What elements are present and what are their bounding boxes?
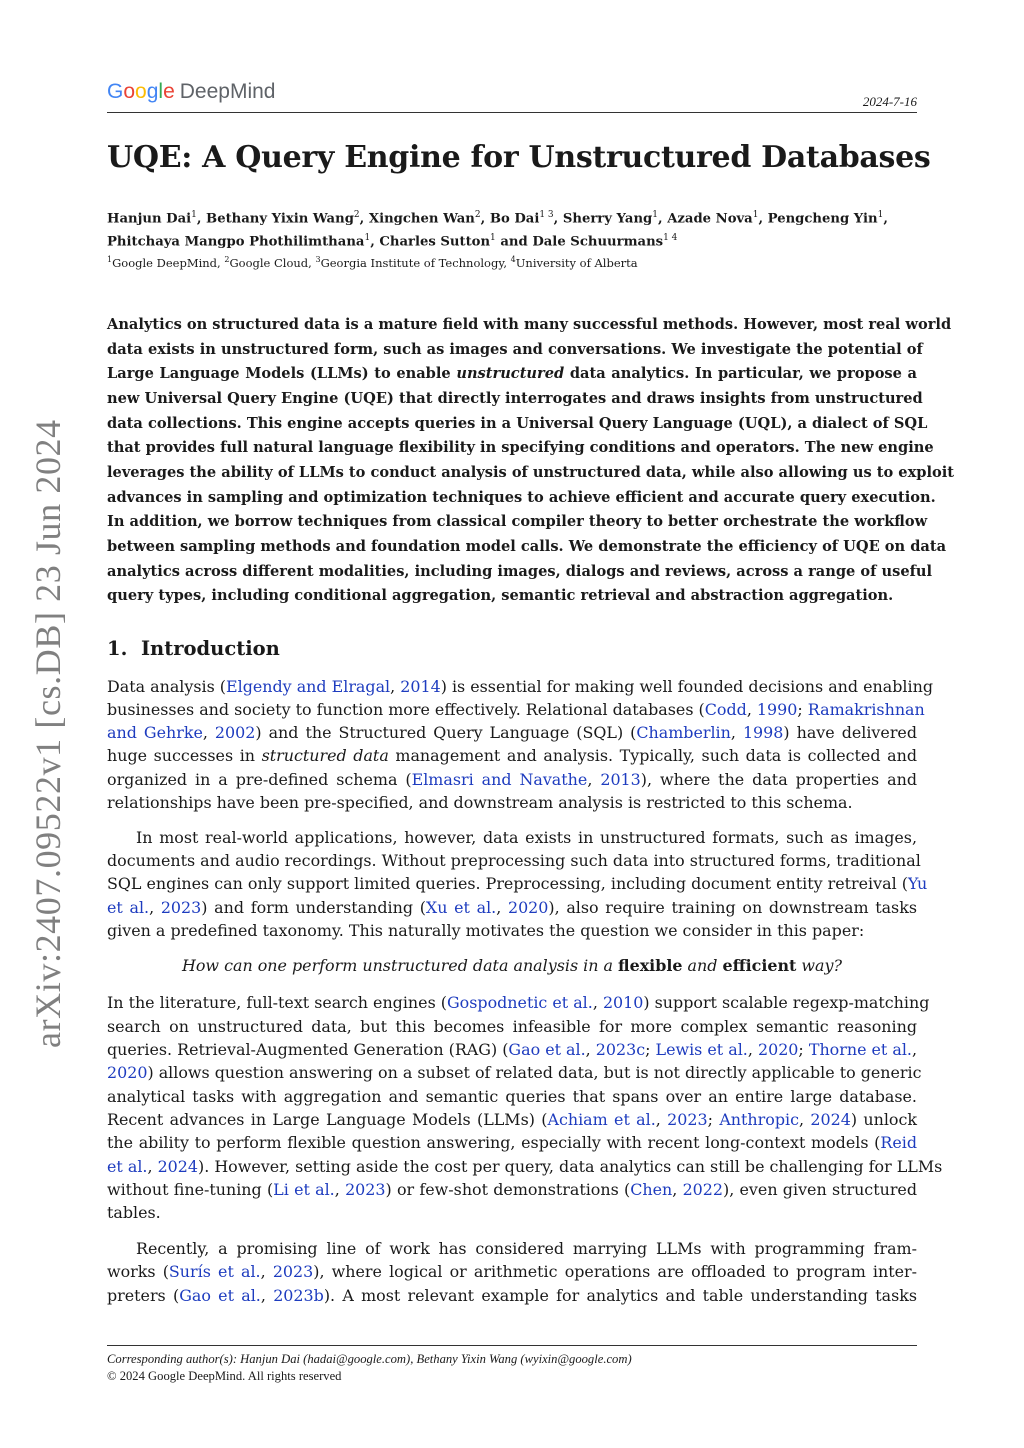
body-line: businesses and society to function more effectively. Relational databases (Codd, 1990; Ramakrishnan xyxy=(107,700,925,719)
body-line: Recently, a promising line of work has considered marrying LLMs with programming fram- xyxy=(136,1239,917,1258)
body-line: organized in a pre-defined schema (Elmasri and Navathe, 2013), where the data properties and xyxy=(107,770,917,789)
citation-link[interactable]: Reid xyxy=(880,1133,917,1152)
citation-link[interactable]: 2020 xyxy=(107,1063,148,1082)
citation-link[interactable]: Yu xyxy=(907,874,928,893)
citation-link[interactable]: 2010 xyxy=(602,993,644,1012)
citation-link[interactable]: 2013 xyxy=(600,770,641,789)
citation-link[interactable]: Gospodnetic et al. xyxy=(446,993,593,1012)
citation-link[interactable]: 2024 xyxy=(157,1157,199,1176)
abstract-line: Large Language Models (LLMs) to enable unstructured data analytics. In particular, we propose a xyxy=(107,365,917,382)
citation-link[interactable]: and Gehrke xyxy=(107,723,203,742)
citation-link[interactable]: Anthropic xyxy=(719,1110,799,1129)
citation-link[interactable]: Chamberlin xyxy=(636,723,731,742)
citation-link[interactable]: Lewis et al. xyxy=(655,1040,748,1059)
citation-link[interactable]: Xu et al. xyxy=(425,898,497,917)
citation-link[interactable]: 2024 xyxy=(810,1110,851,1129)
abstract-line: In addition, we borrow techniques from classical compiler theory to better orchestrate the workflow xyxy=(107,513,928,530)
citation-link[interactable]: Chen xyxy=(630,1180,673,1199)
body-line: preters (Gao et al., 2023b). A most relevant example for analytics and table understanding tasks xyxy=(107,1286,918,1305)
body-line: Recent advances in Large Language Models (LLMs) (Achiam et al., 2023; Anthropic, 2024) unlock xyxy=(107,1110,918,1129)
citation-link[interactable]: Elmasri and Navathe xyxy=(411,770,588,789)
body-line: given a predefined taxonomy. This naturally motivates the question we consider in this paper: xyxy=(107,921,865,940)
citation-link[interactable]: 2002 xyxy=(214,723,256,742)
abstract-line: analytics across different modalities, including images, dialogs and reviews, across a range of useful xyxy=(107,563,933,580)
body-line: relationships have been pre-specified, and downstream analysis is restricted to this schema. xyxy=(107,793,853,812)
body-line: search on unstructured data, but this becomes infeasible for more complex semantic reasoning xyxy=(107,1017,917,1036)
body-line: SQL engines can only support limited queries. Preprocessing, including document entity retreival (Yu xyxy=(107,874,928,893)
author-name: Dale Schuurmans xyxy=(532,234,664,250)
body-line: In most real-world applications, however, data exists in unstructured formats, such as images, xyxy=(136,828,917,847)
footer-rule xyxy=(107,1345,917,1346)
abstract-line: data collections. This engine accepts queries in a Universal Query Language (UQL), a dialect of SQL xyxy=(107,415,928,432)
body-line: 2020) allows question answering on a subset of related data, but is not directly applicable to generic xyxy=(107,1063,922,1082)
body-line: huge successes in structured data management and analysis. Typically, such data is collected and xyxy=(107,746,917,765)
citation-link[interactable]: 2023 xyxy=(160,898,202,917)
publication-date: 2024-7-16 xyxy=(862,94,917,109)
body-line: and Gehrke, 2002) and the Structured Query Language (SQL) (Chamberlin, 1998) have delivered xyxy=(107,723,917,742)
citation-link[interactable]: 1990 xyxy=(756,700,798,719)
citation-link[interactable]: 1998 xyxy=(742,723,784,742)
citation-link[interactable]: Li et al. xyxy=(273,1180,335,1199)
abstract-line: that provides full natural language flexibility in specifying conditions and operators. The new engine xyxy=(107,439,934,456)
abstract-line: data exists in unstructured form, such as images and conversations. We investigate the potential of xyxy=(107,341,923,358)
citation-link[interactable]: 2022 xyxy=(682,1180,724,1199)
author-name: Hanjun Dai xyxy=(107,211,192,227)
author-list-line-2: Phitchaya Mangpo Phothilimthana$^1$, Charles Sutton$^1$ and Dale Schuurmans$^{1 4}$ xyxy=(107,233,678,250)
citation-link[interactable]: Codd xyxy=(704,700,747,719)
body-line: Data analysis (Elgendy and Elragal, 2014) is essential for making well founded decisions and enabling xyxy=(107,677,933,696)
arxiv-stamp: arXiv:2407.09522v1 [cs.DB] 23 Jun 2024 xyxy=(28,419,68,1048)
citation-link[interactable]: Ramakrishnan xyxy=(807,700,925,719)
author-name: Bethany Yixin Wang xyxy=(206,211,354,227)
citation-link[interactable]: Thorne et al. xyxy=(808,1040,912,1059)
citation-link[interactable]: Surís et al. xyxy=(168,1262,261,1281)
corresponding-authors: Corresponding author(s): Hanjun Dai (hadai@google.com), Bethany Yixin Wang (wyixin@google.com) xyxy=(107,1352,632,1366)
citation-link[interactable]: 2023 xyxy=(667,1110,708,1129)
abstract-line: between sampling methods and foundation model calls. We demonstrate the efficiency of UQE on data xyxy=(107,538,947,555)
citation-link[interactable]: Achiam et al. xyxy=(547,1110,656,1129)
abstract-line: Analytics on structured data is a mature field with many successful methods. However, most real world xyxy=(107,316,952,333)
citation-link[interactable]: 2023c xyxy=(595,1040,646,1059)
google-deepmind-logo: Google DeepMind xyxy=(107,80,276,103)
citation-link[interactable]: et al. xyxy=(107,898,150,917)
citation-link[interactable]: 2023b xyxy=(273,1286,324,1305)
body-line: et al., 2024). However, setting aside the cost per query, data analytics can still be challenging for LLMs xyxy=(107,1157,943,1176)
author-name: Sherry Yang xyxy=(562,211,653,227)
body-line: without fine-tuning (Li et al., 2023) or few-shot demonstrations (Chen, 2022), even given structured xyxy=(107,1180,918,1199)
body-line: et al., 2023) and form understanding (Xu et al., 2020), also require training on downstream tasks xyxy=(107,898,917,917)
abstract-line: query types, including conditional aggregation, semantic retrieval and abstraction aggregation. xyxy=(107,587,894,604)
author-name: Xingchen Wan xyxy=(368,211,475,227)
affiliations: $^1$Google DeepMind, $^2$Google Cloud, $^3$Georgia Institute of Technology, $^4$University of Alberta xyxy=(107,255,638,270)
author-name: Bo Dai xyxy=(489,211,540,227)
citation-link[interactable]: 2020 xyxy=(507,898,549,917)
citation-link[interactable]: 2023 xyxy=(272,1262,314,1281)
body-line: works (Surís et al., 2023), where logical or arithmetic operations are offloaded to program inter- xyxy=(107,1262,917,1281)
body-line: analytical tasks with aggregation and semantic queries that spans over an entire large database. xyxy=(107,1087,917,1106)
citation-link[interactable]: 2014 xyxy=(400,677,441,696)
author-list-line-1: Hanjun Dai$^1$, Bethany Yixin Wang$^2$, Xingchen Wan$^2$, Bo Dai$^{1 3}$, Sherry Yang$^1$, Azade Nova$^1$, Pengcheng Yin$^1$, xyxy=(107,210,888,227)
author-name: Phitchaya Mangpo Phothilimthana xyxy=(107,234,365,250)
abstract-line: leverages the ability of LLMs to conduct analysis of unstructured data, while also allowing us to exploit xyxy=(107,464,955,481)
paper-title: UQE: A Query Engine for Unstructured Databases xyxy=(107,140,931,175)
citation-link[interactable]: et al. xyxy=(107,1157,148,1176)
citation-link[interactable]: Gao et al. xyxy=(508,1040,586,1059)
body-line: documents and audio recordings. Without preprocessing such data into structured forms, traditional xyxy=(107,851,921,870)
research-question: How can one perform unstructured data analysis in a flexible and efficient way? xyxy=(182,956,842,975)
author-name: Charles Sutton xyxy=(379,234,491,250)
citation-link[interactable]: Gao et al. xyxy=(179,1286,261,1305)
copyright-notice: © 2024 Google DeepMind. All rights reserved xyxy=(107,1369,342,1383)
body-line: In the literature, full-text search engines (Gospodnetic et al., 2010) support scalable regexp-matching xyxy=(107,993,930,1012)
body-line: tables. xyxy=(107,1203,161,1222)
header-rule xyxy=(107,112,917,113)
citation-link[interactable]: Elgendy and Elragal xyxy=(226,677,391,696)
body-line: the ability to perform flexible question answering, especially with recent long-context models (Reid xyxy=(107,1133,917,1152)
body-line: queries. Retrieval-Augmented Generation (RAG) (Gao et al., 2023c; Lewis et al., 2020; Thorne et al., xyxy=(107,1040,918,1059)
citation-link[interactable]: 2023 xyxy=(345,1180,386,1199)
section-heading: 1. Introduction xyxy=(107,637,280,660)
abstract-line: new Universal Query Engine (UQE) that directly interrogates and draws insights from unstructured xyxy=(107,390,923,407)
citation-link[interactable]: 2020 xyxy=(757,1040,799,1059)
author-name: Azade Nova xyxy=(667,211,753,227)
abstract-line: advances in sampling and optimization techniques to achieve efficient and accurate query execution. xyxy=(107,489,936,506)
author-name: Pengcheng Yin xyxy=(767,211,878,227)
